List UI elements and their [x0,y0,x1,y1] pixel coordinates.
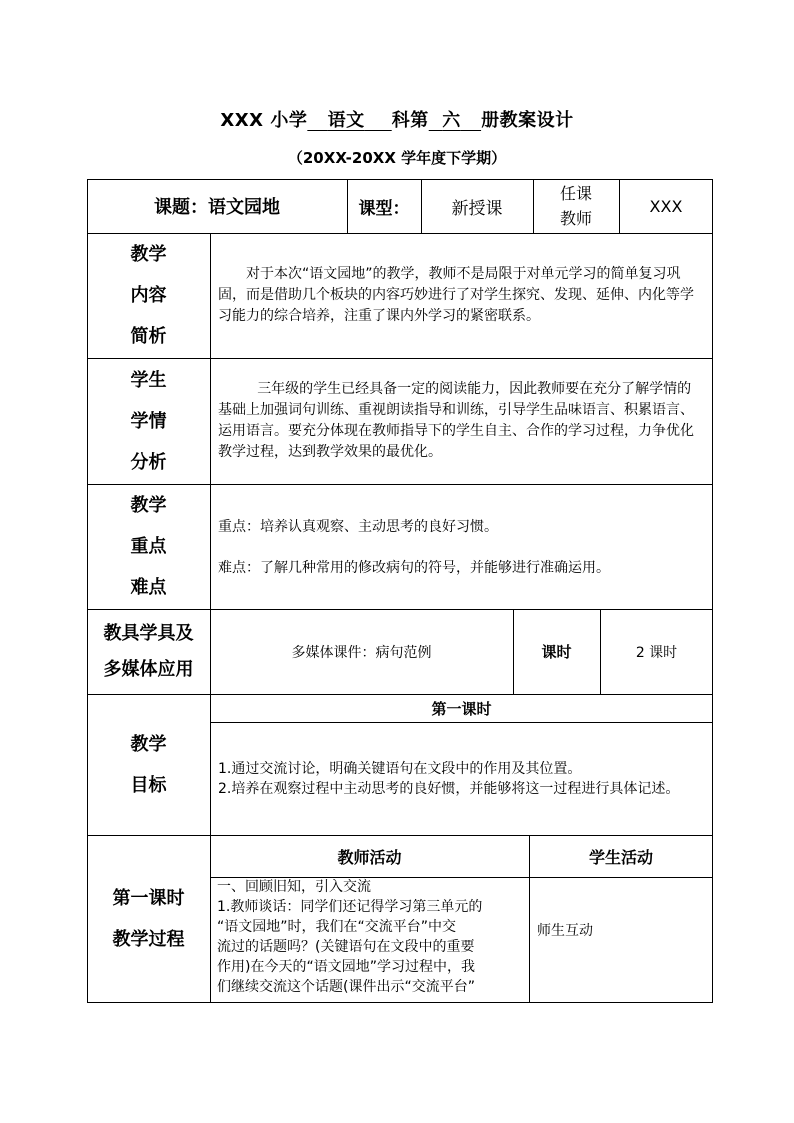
term-subtitle: （20XX-20XX 学年度下学期） [287,149,507,167]
document-title [0,106,794,132]
objectives-section-title: 第一课时 [431,699,492,718]
process-label: 第一课时 教学过程 [112,887,185,950]
media-value: 多媒体课件：病句范例 [291,644,432,661]
student-analysis-label: 学生 学情 分析 [130,369,167,473]
difficult-point-text: 难点：了解几种常用的修改病句的符号，并能够进行准确运用。 [218,560,610,576]
title-middle: 科第 [391,110,429,131]
objective-item: 1.通过交流讨论，明确关键语句在文段中的作用及其位置。 [218,760,582,777]
objectives-list [210,722,713,835]
media-label: 教具学具及 多媒体应用 [103,622,194,680]
teacher-name: XXX [649,196,683,216]
content-summary-text: 对于本次“语文园地”的教学，教师不是局限于对单元学习的简单复习巩固，而是借助几个板块的内容巧妙进行了对学生探究、发现、延伸、内化等学习能力的综合培养，注重了课内外学习的紧密联系。 [218,266,694,324]
key-points-label: 教学 重点 难点 [130,495,167,598]
content-summary-label: 教学 内容 简析 [130,244,167,347]
teacher-label: 任课 教师 [559,184,592,228]
volume-number: 六 [442,110,461,131]
key-point-text: 重点：培养认真观察、主动思考的良好习惯。 [218,519,498,535]
hours-value: 2 课时 [635,644,678,661]
hours-label: 课时 [541,643,572,661]
teacher-activity-text: 一、回顾旧知，引入交流 1.教师谈话：同学们还记得学习第三单元的 “语文园地”时，我们在“交流平台”中交 流过的话题吗？(关键语句在文段中的重要 作用)在今天的“语文园地”学习过程中，我 们继续交流这个话题(课件出示“交流平台” [217,879,483,995]
student-activity-text: 师生互动 [537,922,593,939]
subject-name: 语文 [327,110,365,131]
lesson-type-label: 课型： [358,198,410,219]
school-name: XXX 小学 [220,110,308,131]
lesson-type-value: 新授课 [451,198,503,219]
teacher-activity-header: 教师活动 [337,847,402,867]
key-points-content [210,484,713,609]
lesson-plan-table [87,179,713,1003]
student-activity-header: 学生活动 [588,847,653,867]
objectives-label: 教学 目标 [130,733,167,796]
lesson-topic: 课题：语文园地 [154,197,280,218]
objective-item: 2.培养在观察过程中主动思考的良好惯，并能够将这一过程进行具体记述。 [218,780,680,797]
student-analysis-text: 三年级的学生已经具备一定的阅读能力，因此教师要在充分了解学情的基础上加强词句训练、重视朗读指导和训练，引导学生品味语言、积累语言、运用语言。要充分体现在教师指导下的学生自主、合作的学习过程，力争优化教学过程，达到教学效果的最优化。 [218,381,694,460]
title-suffix: 册教案设计 [481,110,574,131]
